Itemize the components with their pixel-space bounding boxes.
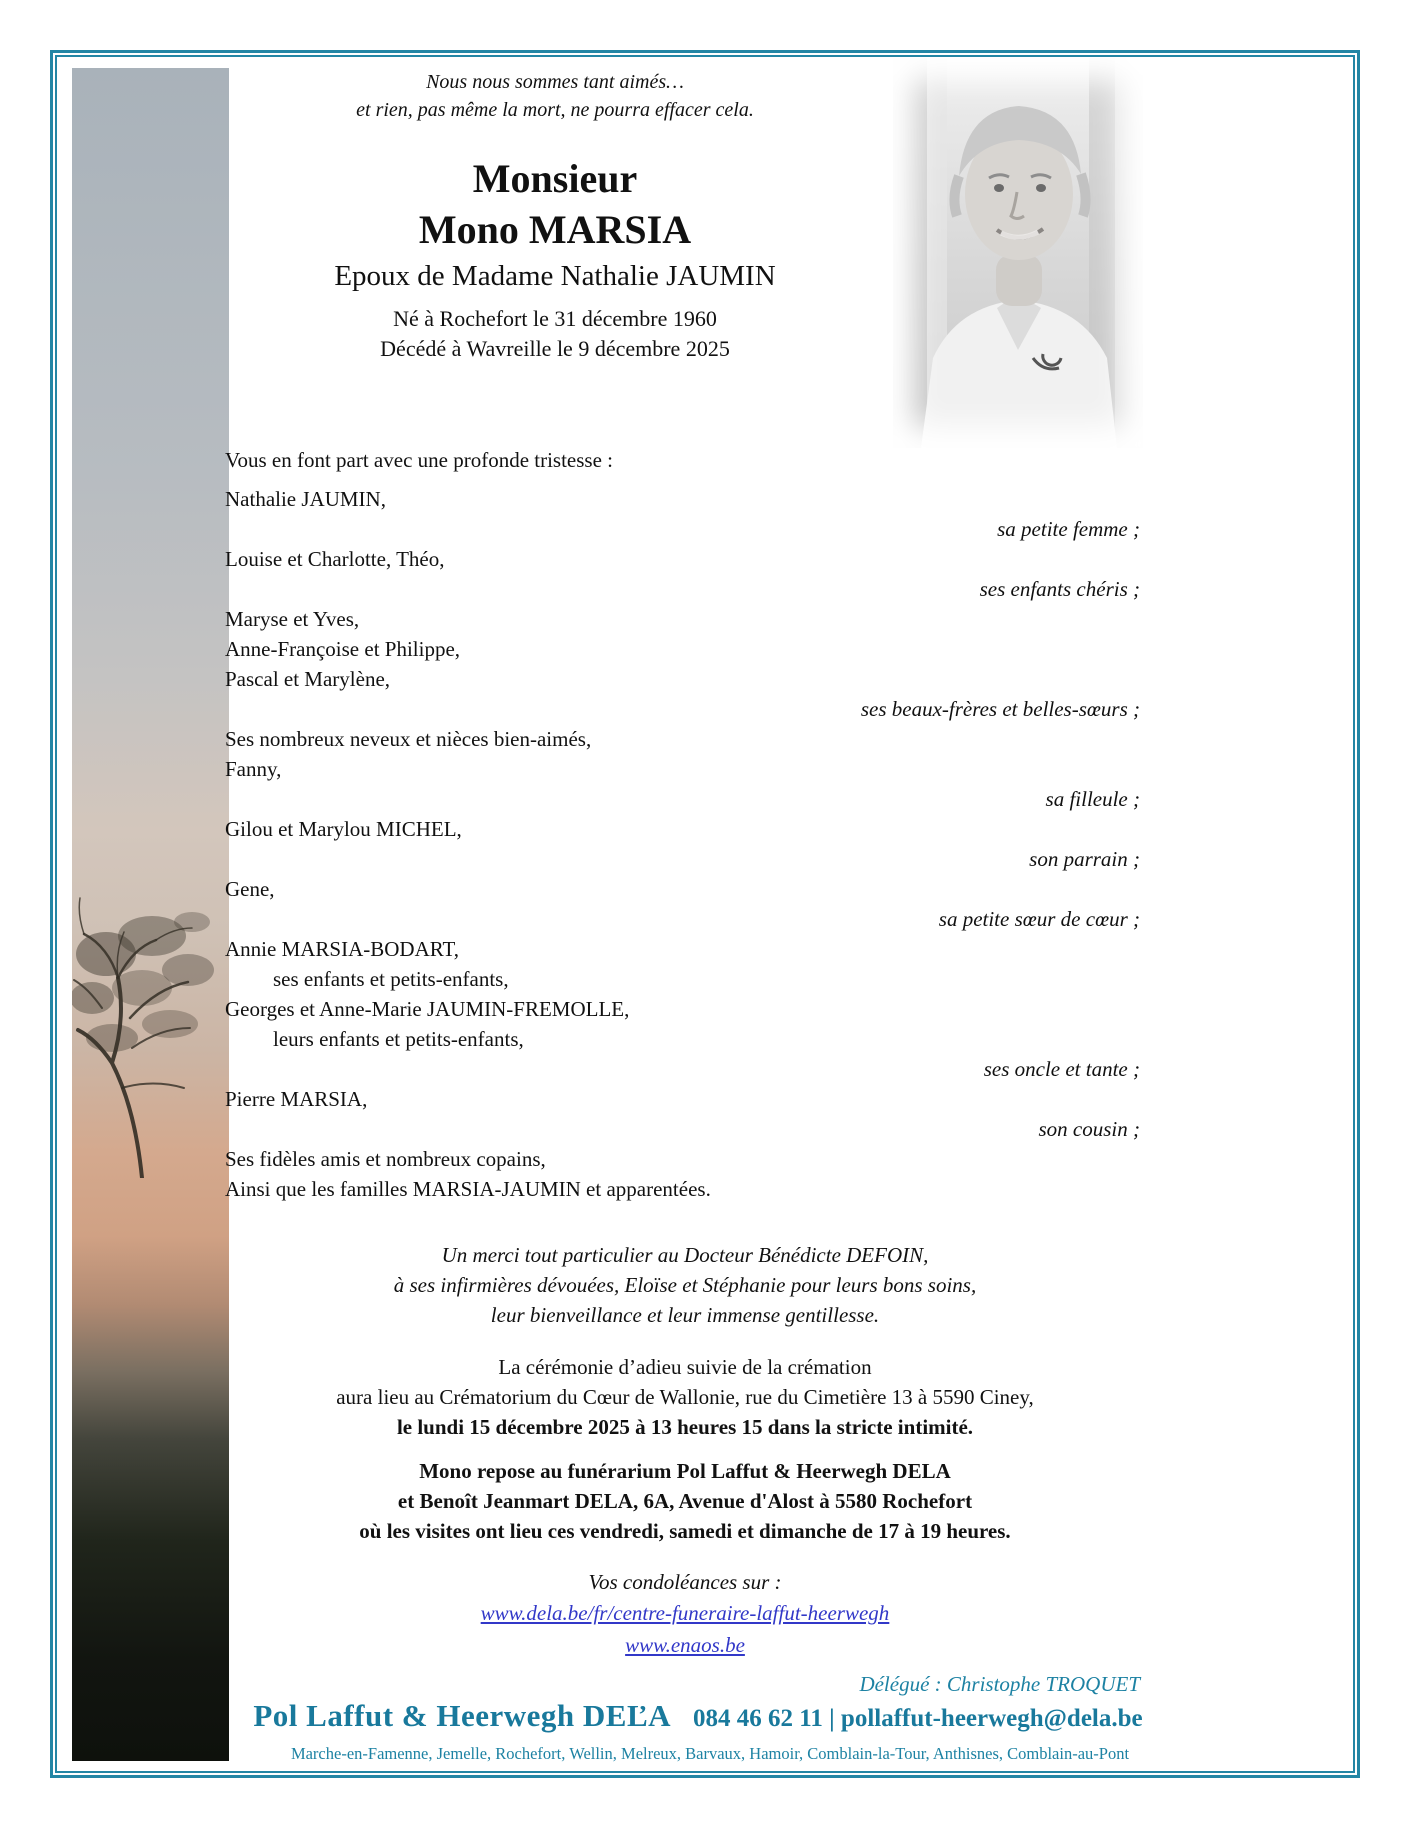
announcement-intro: Vous en font part avec une profonde tristesse : [225,448,614,472]
family-block [225,544,1140,604]
family-block [225,1174,1140,1204]
funeral-home-logo: Pol Laffut & Heerwegh DEĽA [253,1698,672,1733]
relation-label: ses beaux-frères et belles-sœurs ; [860,697,1140,721]
family-block [225,1144,1140,1174]
family-block [225,484,1140,544]
footer-locations: Marche-en-Famenne, Jemelle, Rochefort, Wellin, Melreux, Barvaux, Hamoir, Comblain-la-Tour, Anthisnes, Comblain-au-Pont [290,1744,1130,1763]
epigraph-line-1: Nous nous sommes tant aimés… [426,71,684,93]
family-member-name: Louise et Charlotte, Théo, [225,547,445,571]
landscape-photo [72,68,229,1761]
thanks-line-2: à ses infirmières dévouées, Eloïse et Stéphanie pour leurs bons soins, [393,1273,977,1297]
repose-line-1: Mono repose au funérarium Pol Laffut & Heerwegh DELA [419,1459,951,1483]
ceremony-line-2: aura lieu au Crématorium du Cœur de Wallonie, rue du Cimetière 13 à 5590 Ciney, [336,1385,1034,1409]
relation-label: sa filleule ; [1045,787,1140,811]
ceremony-date-line: le lundi 15 décembre 2025 à 13 heures 15 dans la stricte intimité. [396,1415,974,1439]
family-block [225,724,1140,754]
family-member-name: Nathalie JAUMIN, [225,487,386,511]
condolences-section [230,1567,1140,1661]
family-block [225,754,1140,814]
family-member-name: Anne-Françoise et Philippe, [225,637,461,661]
family-member-name: Ses nombreux neveux et nièces bien-aimés, [225,727,592,751]
family-block [225,934,1140,1084]
death-line: Décédé à Wavreille le 9 décembre 2025 [380,336,730,361]
family-member-name: Pierre MARSIA, [225,1087,368,1111]
family-block [225,874,1140,934]
family-member-name: Pascal et Marylène, [225,667,391,691]
condolences-link-enaos[interactable]: www.enaos.be [625,1633,745,1657]
spouse-line: Epoux de Madame Nathalie JAUMIN [334,260,776,292]
thanks-paragraph [230,1240,1140,1330]
salutation-title: Monsieur [472,156,638,201]
tree-silhouette [72,858,229,1178]
footer-contact: 084 46 62 11 | pollaffut-heerwegh@dela.be [693,1705,1143,1732]
birth-line: Né à Rochefort le 31 décembre 1960 [393,306,717,331]
thanks-line-1: Un merci tout particulier au Docteur Bénédicte DEFOIN, [441,1243,929,1267]
epigraph-line-2: et rien, pas même la mort, ne pourra effacer cela. [356,99,754,121]
condolences-link-dela[interactable]: www.dela.be/fr/centre-funeraire-laffut-heerwegh [480,1601,890,1625]
repose-line-2: et Benoît Jeanmart DELA, 6A, Avenue d'Alost à 5580 Rochefort [397,1489,973,1513]
family-member-name: leurs enfants et petits-enfants, [273,1027,524,1051]
relation-label: sa petite femme ; [997,517,1140,541]
family-member-name: Gene, [225,877,275,901]
family-member-name: Georges et Anne-Marie JAUMIN-FREMOLLE, [225,997,630,1021]
family-list [225,484,1140,1204]
repose-details [230,1456,1140,1546]
family-member-name: Gilou et Marylou MICHEL, [225,817,462,841]
family-member-name: Annie MARSIA-BODART, [225,937,460,961]
family-member-name: Maryse et Yves, [225,607,360,631]
family-member-name: Ainsi que les familles MARSIA-JAUMIN et apparentées. [225,1177,711,1201]
relation-label: ses enfants chéris ; [979,577,1140,601]
thanks-line-3: leur bienveillance et leur immense gentillesse. [490,1303,880,1327]
family-member-name: Fanny, [225,757,282,781]
deceased-name: Mono MARSIA [418,207,692,252]
relation-label: ses oncle et tante ; [983,1057,1140,1081]
repose-line-3: où les visites ont lieu ces vendredi, samedi et dimanche de 17 à 19 heures. [359,1519,1011,1543]
ceremony-details [230,1352,1140,1442]
family-member-name: ses enfants et petits-enfants, [273,967,509,991]
condolences-intro: Vos condoléances sur : [588,1570,782,1594]
family-block [225,1084,1140,1144]
relation-label: son parrain ; [1029,847,1140,871]
family-member-name: Ses fidèles amis et nombreux copains, [225,1147,546,1171]
relation-label: sa petite sœur de cœur ; [938,907,1140,931]
delegate-line: Délégué : Christophe TROQUET [859,1672,1140,1696]
relation-label: son cousin ; [1038,1117,1140,1141]
ceremony-line-1: La cérémonie d’adieu suivie de la crémation [498,1355,872,1379]
family-block [225,814,1140,874]
family-announcement [225,445,1140,1204]
family-block [225,604,1140,724]
portrait-photo [893,58,1143,448]
